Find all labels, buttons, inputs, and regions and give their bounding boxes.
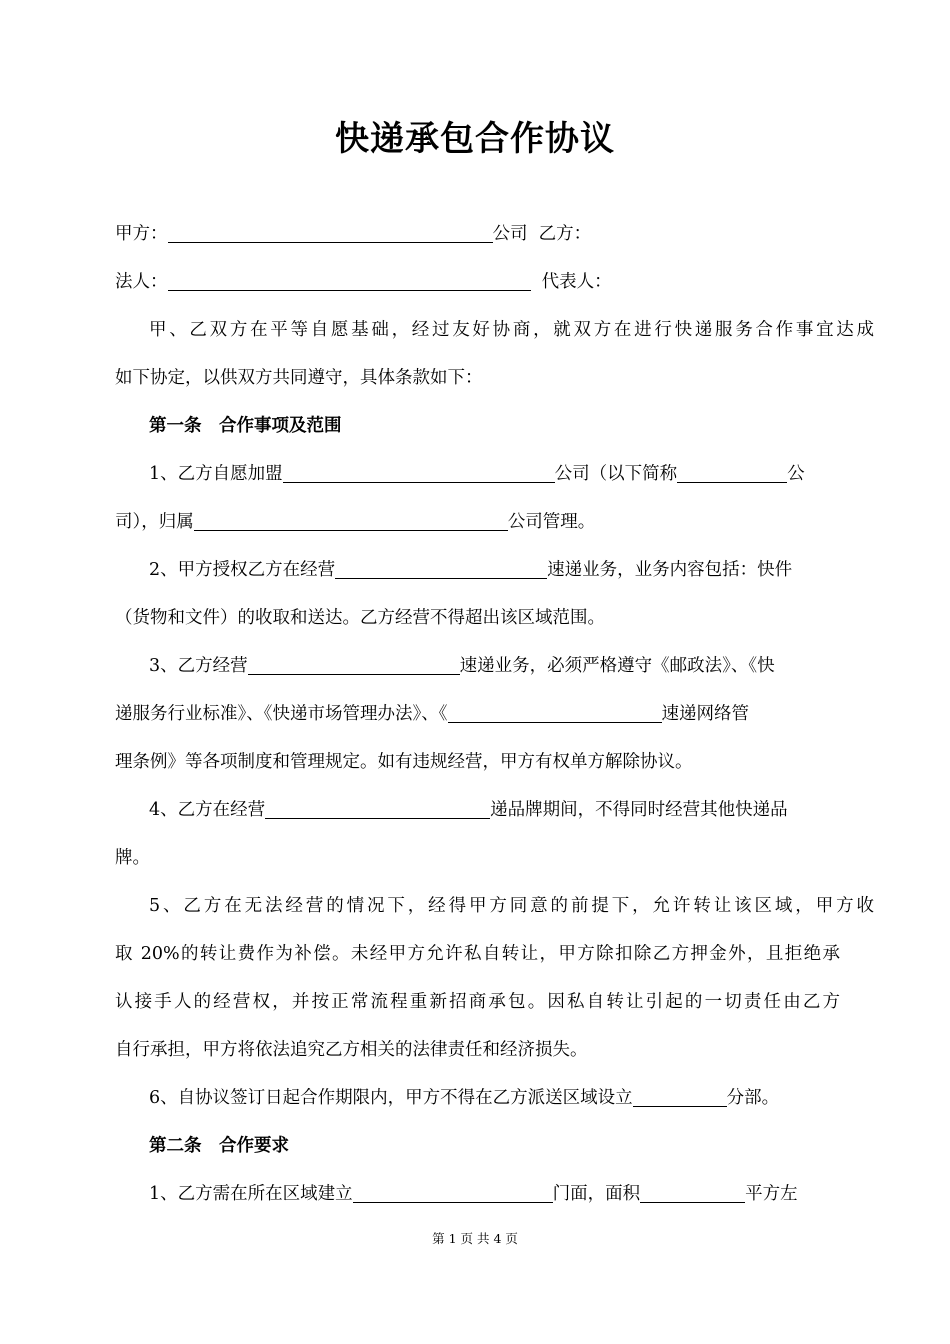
franchise-company-blank[interactable] bbox=[283, 462, 555, 483]
clause-1-2-line-2: （货物和文件）的收取和送达。乙方经营不得超出该区域范围。 bbox=[115, 608, 605, 628]
clause-1-4-line-1 bbox=[115, 798, 874, 822]
party-b-label: 乙方： bbox=[538, 224, 592, 244]
clause-1-1-line-1 bbox=[115, 462, 874, 486]
clause-1-6-text-b: 分部。 bbox=[726, 1088, 780, 1108]
legal-person-line bbox=[115, 270, 840, 294]
clause-1-2-line-1 bbox=[115, 558, 874, 582]
page-footer: 第 1 页 共 4 页 bbox=[432, 1231, 518, 1246]
network-regulation-blank[interactable] bbox=[448, 702, 662, 723]
parent-company-blank[interactable] bbox=[194, 510, 508, 531]
branch-blank[interactable] bbox=[633, 1086, 727, 1107]
operation-brand-blank[interactable] bbox=[248, 654, 460, 675]
clause-1-6-line bbox=[115, 1086, 874, 1110]
clause-1-3-text-a: 3、乙方经营 bbox=[149, 656, 248, 676]
intro-line-1: 甲、乙双方在平等自愿基础，经过友好协商，就双方在进行快递服务合作事宜达成 bbox=[149, 320, 874, 340]
clause-1-1-line-2 bbox=[115, 510, 840, 534]
clause-2-1-line-1 bbox=[115, 1182, 874, 1206]
representative-label: 代表人： bbox=[541, 272, 612, 292]
party-a-blank[interactable] bbox=[168, 222, 493, 243]
clause-1-6-text-a: 6、自协议签订日起合作期限内，甲方不得在乙方派送区域设立 bbox=[149, 1088, 633, 1108]
clause-1-3-text-d: 速递网络管 bbox=[661, 704, 749, 724]
storefront-blank[interactable] bbox=[353, 1182, 553, 1203]
clause-1-5-line-1: 5、乙方在无法经营的情况下，经得甲方同意的前提下，允许转让该区域，甲方收 bbox=[149, 896, 874, 916]
clause-2-1-text-b: 门面，面积 bbox=[552, 1184, 641, 1204]
clause-1-5-line-2: 取 20%的转让费作为补偿。未经甲方允许私自转让，甲方除扣除乙方押金外，且拒绝承 bbox=[115, 944, 840, 964]
abbreviation-blank[interactable] bbox=[677, 462, 787, 483]
clause-1-3-text-c: 递服务行业标准》、《快递市场管理办法》、《 bbox=[115, 704, 448, 724]
clause-1-3-text-b: 速递业务，必须严格遵守《邮政法》、《快 bbox=[459, 656, 775, 676]
clause-1-3-line-2 bbox=[115, 702, 840, 726]
clause-1-2-text-a: 2、甲方授权乙方在经营 bbox=[149, 560, 336, 580]
area-blank[interactable] bbox=[640, 1182, 745, 1203]
clause-1-1-text-b: 公司（以下简称 bbox=[554, 464, 678, 484]
clause-1-3-line-3: 理条例》等各项制度和管理规定。如有违规经营，甲方有权单方解除协议。 bbox=[115, 752, 693, 772]
clause-1-4-text-a: 4、乙方在经营 bbox=[149, 800, 266, 820]
clause-1-4-text-b: 递品牌期间，不得同时经营其他快递品 bbox=[490, 800, 788, 820]
party-a-label: 甲方： bbox=[115, 224, 168, 244]
clause-1-1-text-d: 司），归属 bbox=[115, 512, 194, 532]
clause-1-4-line-2: 牌。 bbox=[115, 848, 150, 868]
clause-1-5-line-4: 自行承担，甲方将依法追究乙方相关的法律责任和经济损失。 bbox=[115, 1040, 588, 1060]
clause-1-1-text-e: 公司管理。 bbox=[507, 512, 596, 532]
clause-2-1-text-c: 平方左 bbox=[745, 1184, 798, 1204]
clause-1-2-text-b: 速递业务，业务内容包括：快件 bbox=[547, 560, 793, 580]
legal-person-blank[interactable] bbox=[168, 270, 531, 291]
party-a-line bbox=[115, 222, 840, 246]
article-1-heading: 第一条 合作事项及范围 bbox=[149, 416, 342, 436]
intro-line-2: 如下协定，以供双方共同遵守，具体条款如下： bbox=[115, 368, 483, 388]
clause-1-1-text-c: 公 bbox=[787, 464, 805, 484]
document-title: 快递承包合作协议 bbox=[335, 119, 615, 159]
clause-1-1-text-a: 1、乙方自愿加盟 bbox=[149, 464, 283, 484]
business-area-blank[interactable] bbox=[335, 558, 547, 579]
article-2-heading: 第二条 合作要求 bbox=[149, 1136, 289, 1156]
clause-1-5-line-3: 认接手人的经营权，并按正常流程重新招商承包。因私自转让引起的一切责任由乙方 bbox=[115, 992, 840, 1012]
clause-2-1-text-a: 1、乙方需在所在区域建立 bbox=[149, 1184, 353, 1204]
company-suffix: 公司 bbox=[492, 224, 528, 244]
legal-person-label: 法人： bbox=[115, 272, 168, 292]
clause-1-3-line-1 bbox=[115, 654, 874, 678]
brand-period-blank[interactable] bbox=[265, 798, 490, 819]
